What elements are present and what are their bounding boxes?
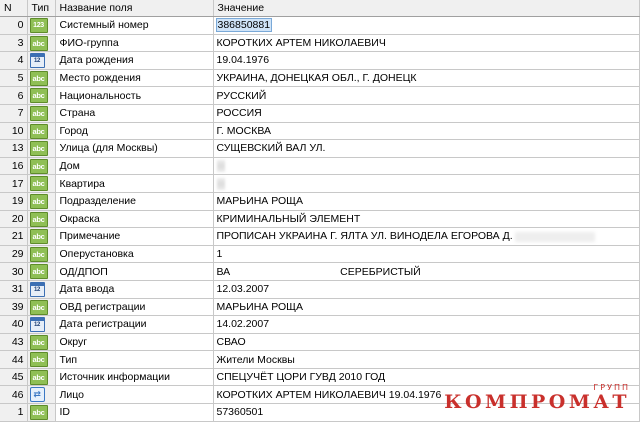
- field-name: Источник информации: [55, 368, 213, 386]
- field-name: Примечание: [55, 228, 213, 246]
- row-type-cell: [27, 280, 55, 298]
- field-value-cell[interactable]: [213, 298, 640, 316]
- row-type-cell: [27, 87, 55, 105]
- field-value: 386850881: [217, 19, 271, 32]
- row-type-cell: [27, 316, 55, 334]
- field-value-cell[interactable]: [213, 69, 640, 87]
- field-value: Г. МОСКВА: [216, 124, 272, 137]
- row-number: 39: [0, 298, 27, 316]
- text-type-icon: abc: [30, 36, 48, 51]
- field-value-cell[interactable]: [213, 157, 640, 175]
- text-type-icon: abc: [30, 194, 48, 209]
- field-name: Оперустановка: [55, 245, 213, 263]
- table-row[interactable]: [0, 351, 640, 369]
- table-header-row: [0, 0, 640, 17]
- row-number: 44: [0, 351, 27, 369]
- field-value-cell[interactable]: [213, 245, 640, 263]
- field-value: КОРОТКИХ АРТЕМ НИКОЛАЕВИЧ: [216, 36, 386, 49]
- row-number: 4: [0, 52, 27, 70]
- field-value: Жители Москвы: [216, 353, 295, 366]
- table-row[interactable]: [0, 140, 640, 158]
- table-row[interactable]: [0, 333, 640, 351]
- field-value: СВАО: [216, 335, 246, 348]
- text-type-icon: abc: [30, 159, 48, 174]
- table-row[interactable]: [0, 104, 640, 122]
- field-value-cell[interactable]: [213, 17, 640, 35]
- row-number: 45: [0, 368, 27, 386]
- table-row[interactable]: [0, 298, 640, 316]
- redaction-blur: [515, 232, 595, 242]
- field-value: 12.03.2007: [216, 283, 270, 296]
- field-value: РУССКИЙ: [216, 89, 267, 102]
- row-number: 13: [0, 140, 27, 158]
- table-row[interactable]: [0, 122, 640, 140]
- field-name: Дата ввода: [55, 280, 213, 298]
- field-value-cell[interactable]: [213, 280, 640, 298]
- field-name: Лицо: [55, 386, 213, 404]
- field-name: Квартира: [55, 175, 213, 193]
- row-type-cell: [27, 245, 55, 263]
- column-header-field[interactable]: Название поля: [55, 0, 213, 17]
- field-name: ФИО-группа: [55, 34, 213, 52]
- row-type-cell: [27, 368, 55, 386]
- column-header-value[interactable]: Значение: [213, 0, 640, 17]
- column-header-type[interactable]: Тип: [27, 0, 55, 17]
- field-name: Округ: [55, 333, 213, 351]
- row-type-cell: [27, 175, 55, 193]
- field-name: Дата рождения: [55, 52, 213, 70]
- row-number: 1: [0, 404, 27, 422]
- row-type-cell: [27, 386, 55, 404]
- row-type-cell: [27, 52, 55, 70]
- field-value-cell[interactable]: [213, 210, 640, 228]
- row-number: 6: [0, 87, 27, 105]
- redaction-blur: [217, 160, 225, 172]
- column-header-n[interactable]: N: [0, 0, 27, 17]
- link-icon: ⇄: [30, 387, 45, 402]
- field-name: Улица (для Москвы): [55, 140, 213, 158]
- row-type-cell: [27, 17, 55, 35]
- table-row[interactable]: [0, 192, 640, 210]
- field-value-cell[interactable]: [213, 228, 640, 246]
- field-value: МАРЬИНА РОЩА: [216, 300, 303, 313]
- table-row[interactable]: [0, 316, 640, 334]
- field-name: Системный номер: [55, 17, 213, 35]
- row-type-cell: [27, 351, 55, 369]
- field-name: ID: [55, 404, 213, 422]
- field-value-cell[interactable]: [213, 140, 640, 158]
- table-row[interactable]: [0, 157, 640, 175]
- row-number: 17: [0, 175, 27, 193]
- field-value: КРИМИНАЛЬНЫЙ ЭЛЕМЕНТ: [216, 212, 361, 225]
- table-row[interactable]: [0, 175, 640, 193]
- field-name: Дом: [55, 157, 213, 175]
- row-type-cell: [27, 404, 55, 422]
- row-number: 30: [0, 263, 27, 281]
- row-type-cell: [27, 192, 55, 210]
- row-type-cell: [27, 157, 55, 175]
- field-value: 19.04.1976: [216, 54, 270, 67]
- text-type-icon: abc: [30, 335, 48, 350]
- row-type-cell: [27, 210, 55, 228]
- field-name: Тип: [55, 351, 213, 369]
- field-value-cell[interactable]: [213, 333, 640, 351]
- text-type-icon: abc: [30, 405, 48, 420]
- field-name: Национальность: [55, 87, 213, 105]
- row-type-cell: [27, 34, 55, 52]
- field-value-cell[interactable]: [213, 87, 640, 105]
- row-number: 21: [0, 228, 27, 246]
- field-name: ОВД регистрации: [55, 298, 213, 316]
- row-type-cell: [27, 298, 55, 316]
- text-type-icon: abc: [30, 247, 48, 262]
- row-number: 40: [0, 316, 27, 334]
- calendar-icon: [30, 53, 45, 68]
- calendar-icon: [30, 282, 45, 297]
- field-value-cell[interactable]: [213, 175, 640, 193]
- row-number: 16: [0, 157, 27, 175]
- row-number: 29: [0, 245, 27, 263]
- number-type-icon: 123: [30, 18, 48, 33]
- text-type-icon: abc: [30, 71, 48, 86]
- field-value-cell[interactable]: [213, 368, 640, 386]
- table-row[interactable]: [0, 17, 640, 35]
- field-value: РОССИЯ: [216, 107, 262, 120]
- text-type-icon: abc: [30, 212, 48, 227]
- table-row[interactable]: [0, 34, 640, 52]
- row-type-cell: [27, 69, 55, 87]
- field-value-secondary: СЕРЕБРИСТЫЙ: [340, 265, 421, 278]
- field-value-cell[interactable]: [213, 122, 640, 140]
- field-value: 57360501: [216, 406, 264, 419]
- field-value-cell[interactable]: [213, 351, 640, 369]
- row-number: 46: [0, 386, 27, 404]
- field-value-cell[interactable]: [213, 316, 640, 334]
- field-value-cell[interactable]: [213, 192, 640, 210]
- field-value: УКРАИНА, ДОНЕЦКАЯ ОБЛ., Г. ДОНЕЦК: [216, 72, 417, 85]
- field-name: Дата регистрации: [55, 316, 213, 334]
- field-value: МАРЬИНА РОЩА: [216, 195, 303, 208]
- row-number: 10: [0, 122, 27, 140]
- field-value-cell[interactable]: [213, 52, 640, 70]
- row-type-cell: [27, 263, 55, 281]
- field-value: 1: [216, 248, 223, 261]
- table-row[interactable]: [0, 52, 640, 70]
- redaction-blur: [217, 178, 225, 190]
- table-body: [0, 17, 640, 422]
- row-number: 3: [0, 34, 27, 52]
- watermark-logo: КОМПРОМАТ: [444, 391, 630, 413]
- field-name: Подразделение: [55, 192, 213, 210]
- row-type-cell: [27, 228, 55, 246]
- table-row[interactable]: [0, 87, 640, 105]
- field-name: Окраска: [55, 210, 213, 228]
- watermark-subtitle: ГРУПП: [593, 383, 630, 392]
- field-value: 14.02.2007: [216, 318, 270, 331]
- field-value-cell[interactable]: [213, 34, 640, 52]
- table-row[interactable]: [0, 69, 640, 87]
- table-row[interactable]: [0, 245, 640, 263]
- field-name: Город: [55, 122, 213, 140]
- field-value: ВА: [216, 265, 231, 278]
- row-number: 19: [0, 192, 27, 210]
- row-number: 20: [0, 210, 27, 228]
- text-type-icon: abc: [30, 300, 48, 315]
- text-type-icon: abc: [30, 106, 48, 121]
- row-number: 5: [0, 69, 27, 87]
- field-value: СПЕЦУЧЁТ ЦОРИ ГУВД 2010 ГОД: [216, 371, 386, 384]
- calendar-icon: [30, 317, 45, 332]
- text-type-icon: abc: [30, 176, 48, 191]
- table-row[interactable]: [0, 263, 640, 281]
- table-row[interactable]: [0, 368, 640, 386]
- row-type-cell: [27, 140, 55, 158]
- row-number: 7: [0, 104, 27, 122]
- field-value: ПРОПИСАН УКРАИНА Г. ЯЛТА УЛ. ВИНОДЕЛА ЕГОРОВА Д.: [216, 230, 513, 243]
- field-name: Место рождения: [55, 69, 213, 87]
- field-value-cell[interactable]: [213, 104, 640, 122]
- row-type-cell: [27, 122, 55, 140]
- text-type-icon: abc: [30, 229, 48, 244]
- table-row[interactable]: [0, 280, 640, 298]
- field-name: ОД/ДПОП: [55, 263, 213, 281]
- row-number: 31: [0, 280, 27, 298]
- row-number: 0: [0, 17, 27, 35]
- field-value: СУЩЕВСКИЙ ВАЛ УЛ.: [216, 142, 326, 155]
- text-type-icon: abc: [30, 141, 48, 156]
- text-type-icon: abc: [30, 370, 48, 385]
- text-type-icon: abc: [30, 352, 48, 367]
- text-type-icon: abc: [30, 88, 48, 103]
- text-type-icon: abc: [30, 264, 48, 279]
- row-type-cell: [27, 104, 55, 122]
- row-number: 43: [0, 333, 27, 351]
- field-value: КОРОТКИХ АРТЕМ НИКОЛАЕВИЧ 19.04.1976: [216, 388, 442, 401]
- text-type-icon: abc: [30, 124, 48, 139]
- table-row[interactable]: [0, 210, 640, 228]
- field-value-cell[interactable]: [213, 263, 640, 281]
- row-type-cell: [27, 333, 55, 351]
- table-row[interactable]: [0, 228, 640, 246]
- field-name: Страна: [55, 104, 213, 122]
